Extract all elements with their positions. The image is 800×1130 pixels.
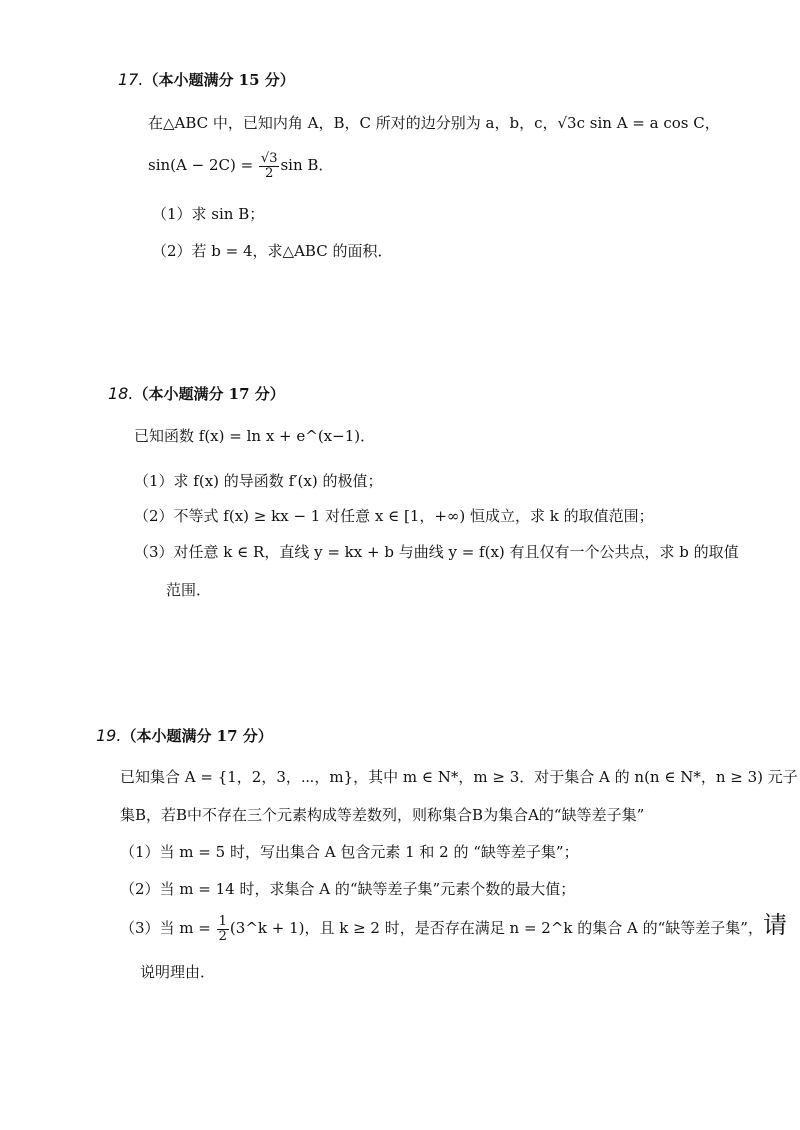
problem-18-question-3-line-1: （3）对任意 k ∈ R，直线 y = kx + b 与曲线 y = f(x) 有且仅有一个公共点，求 b 的取值 <box>134 543 739 561</box>
problem-17-eq2-fraction <box>259 152 280 180</box>
problem-19-question-1: （1）当 m = 5 时，写出集合 A 包含元素 1 和 2 的 “缺等差子集”； <box>120 843 579 861</box>
problem-19-q3-numerator: 1 <box>218 913 227 929</box>
problem-19-q3-large-char: 请 <box>762 911 787 939</box>
problem-17-eq2-numerator: √3 <box>260 151 278 166</box>
problem-18-intro: 已知函数 f(x) = ln x + e^(x−1)． <box>134 427 376 445</box>
problem-18-question-1: （1）求 f(x) 的导函数 f′(x) 的极值； <box>134 472 383 490</box>
problem-17-eq2-denominator: 2 <box>265 165 274 181</box>
problem-17-equation-2 <box>148 152 333 180</box>
problem-19-question-3 <box>120 911 787 943</box>
problem-17-header: （本小题满分 15 分） <box>143 71 295 89</box>
problem-18-question-3-line-2: 范围． <box>166 581 212 599</box>
problem-18-title <box>108 384 285 403</box>
problem-17-title <box>118 70 295 89</box>
problem-17-eq2-left: sin(A − 2C) = <box>148 156 258 175</box>
problem-19-number: 19. <box>96 726 122 745</box>
problem-18-header: （本小题满分 17 分） <box>133 385 285 403</box>
problem-19-header: （本小题满分 17 分） <box>121 727 273 745</box>
problem-19-question-2: （2）当 m = 14 时，求集合 A 的“缺等差子集”元素个数的最大值； <box>120 880 576 898</box>
problem-17-question-1: （1）求 sin B； <box>152 205 265 223</box>
problem-17-eq2-right: sin B． <box>280 156 334 175</box>
problem-19-q3-denominator: 2 <box>218 928 227 944</box>
problem-19-q3-prefix: （3）当 m = <box>120 919 216 937</box>
problem-17-intro-prefix: 在△ABC 中，已知内角 A，B，C 所对的边分别为 a，b，c， <box>148 114 558 132</box>
problem-19-title <box>96 726 273 745</box>
problem-19-q3-fraction <box>217 915 229 943</box>
problem-18-number: 18. <box>108 384 134 403</box>
problem-17-intro-eq: √3c sin A = a cos C， <box>557 114 720 132</box>
problem-17-number: 17. <box>118 70 144 89</box>
problem-17-question-2: （2）若 b = 4，求△ABC 的面积． <box>152 242 393 260</box>
problem-19-q3-middle: (3^k + 1)，且 k ≥ 2 时，是否存在满足 n = 2^k 的集合 A 的“缺等差子集”， <box>229 919 763 937</box>
problem-19-question-3-line-2: 说明理由． <box>140 963 216 981</box>
problem-17-intro <box>148 114 720 132</box>
problem-19-intro-line-2: 集B，若B中不存在三个元素构成等差数列，则称集合B为集合A的“缺等差子集” <box>120 806 645 824</box>
problem-19-intro-line-1: 已知集合 A = {1，2，3，⋯，m}，其中 m ∈ N*，m ≥ 3．对于集合 A 的 n(n ∈ N*，n ≥ 3) 元子 <box>120 768 798 786</box>
problem-18-question-2: （2）不等式 f(x) ≥ kx − 1 对任意 x ∈ [1，+∞) 恒成立，求 k 的取值范围； <box>134 507 654 525</box>
